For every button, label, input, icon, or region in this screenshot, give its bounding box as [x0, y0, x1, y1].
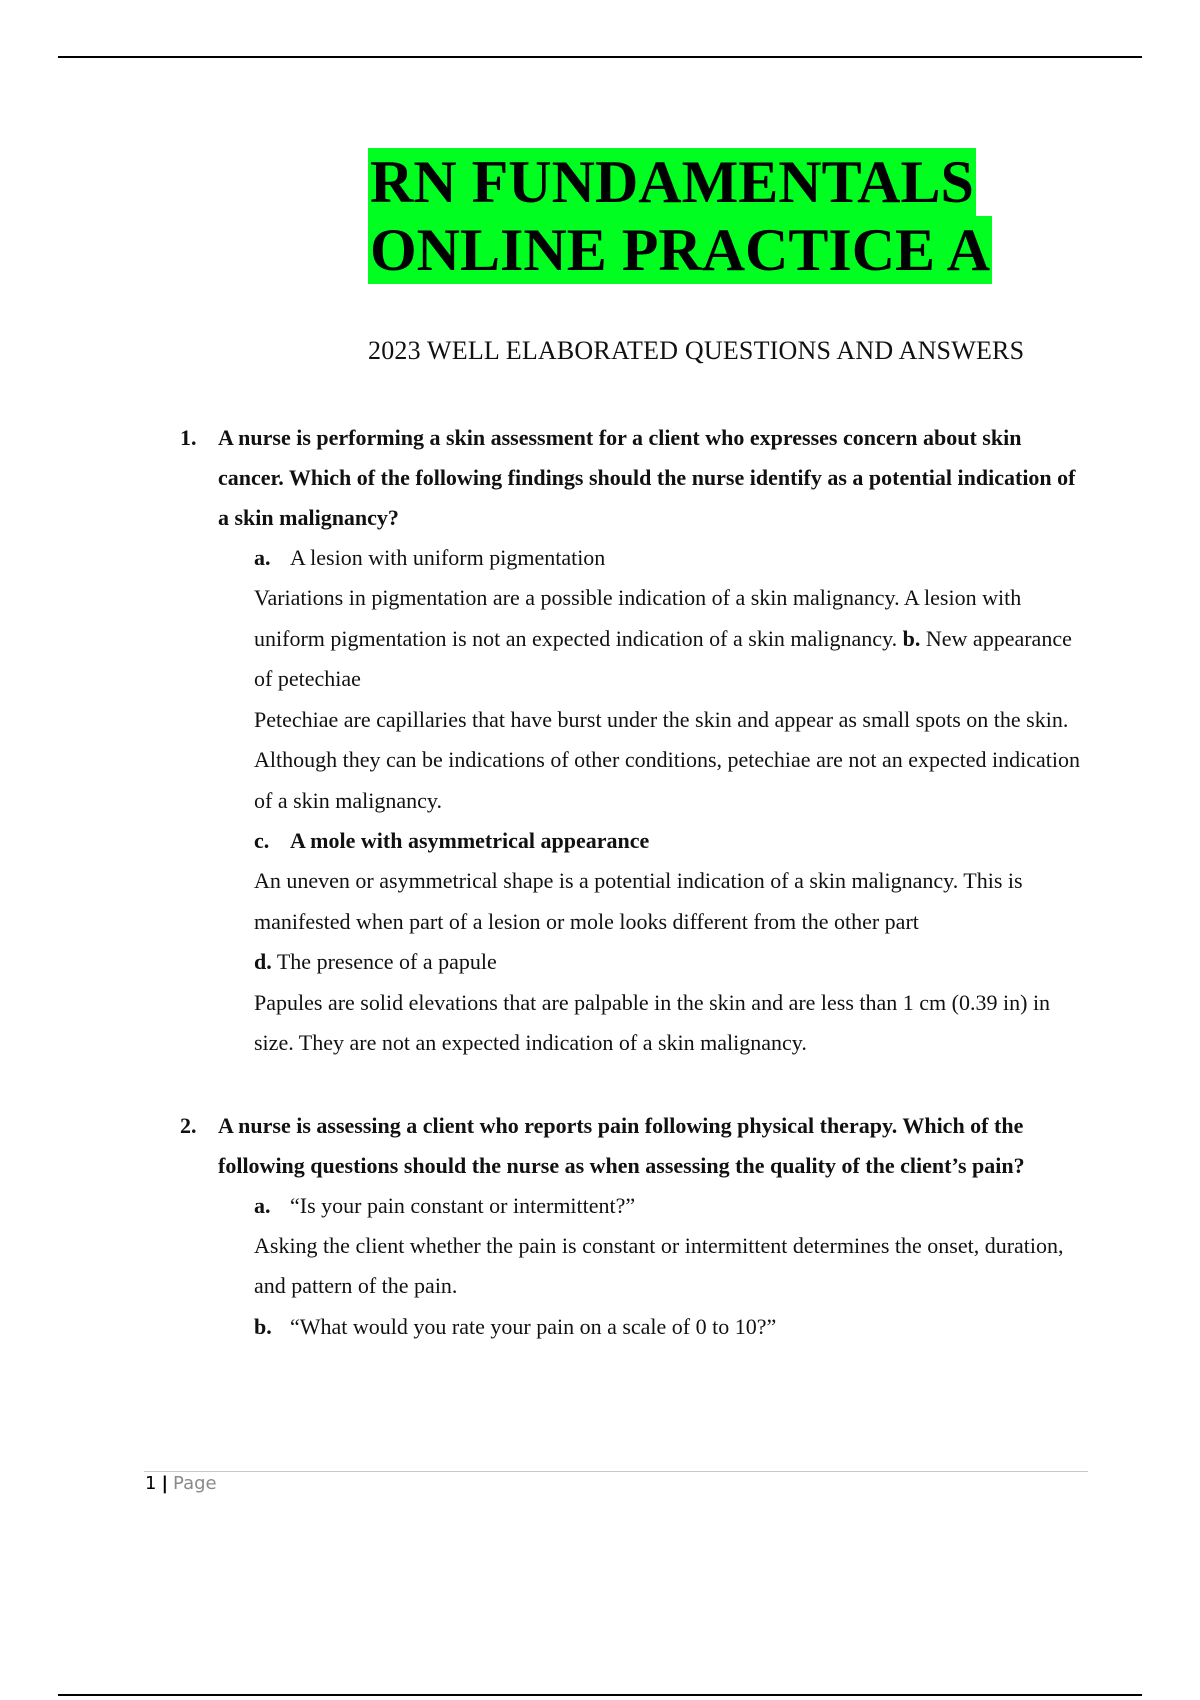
- option-text: New appearance of petechiae: [254, 625, 1072, 691]
- explanation-a: Asking the client whether the pain is constant or intermittent determines the onset, duration, and pattern of the pain.: [254, 1232, 1064, 1298]
- question-list: [180, 418, 1085, 1347]
- option-letter: c.: [254, 828, 270, 853]
- option-letter: b.: [254, 1313, 272, 1339]
- option-text: A mole with asymmetrical appearance: [290, 828, 650, 853]
- option-d: [254, 942, 1085, 983]
- option-letter: a.: [254, 1192, 271, 1218]
- question-1: [180, 418, 1085, 1064]
- footer-separator: |: [161, 1473, 169, 1494]
- option-b: [254, 1307, 1085, 1347]
- footer-rule: [144, 1471, 1088, 1472]
- explanation-text: Variations in pigmentation are a possible indication of a skin malignancy. A lesion with uniform pigmentation is not an expected indication of a skin malignancy.: [254, 585, 1022, 651]
- page-number: 1: [145, 1473, 157, 1494]
- question-2: [180, 1106, 1085, 1347]
- answer-options: [254, 538, 1085, 1064]
- option-a: [254, 1186, 1085, 1226]
- option-letter: a.: [254, 545, 271, 570]
- explanation-d: Papules are solid elevations that are palpable in the skin and are less than 1 cm (0.39 in) in size. They are not an expected indication of a skin malignancy.: [254, 989, 1051, 1055]
- title-line-2: ONLINE PRACTICE A: [370, 217, 991, 283]
- question-number: 2.: [180, 1112, 197, 1138]
- option-letter: b.: [902, 625, 921, 651]
- answer-options: [254, 1186, 1085, 1347]
- page-label: Page: [173, 1473, 217, 1494]
- document-title: [368, 148, 992, 284]
- option-text: “What would you rate your pain on a scale of 0 to 10?”: [290, 1313, 777, 1339]
- option-a: [254, 538, 1085, 578]
- option-text: The presence of a papule: [276, 949, 497, 974]
- question-text: A nurse is assessing a client who reports pain following physical therapy. Which of the following questions should the nurse as when assessing the quality of the client’s pain?: [218, 1112, 1025, 1178]
- document-subtitle: 2023 WELL ELABORATED QUESTIONS AND ANSWERS: [368, 336, 1025, 365]
- title-line-1: RN FUNDAMENTALS: [370, 149, 974, 215]
- question-stem: [180, 418, 1085, 538]
- explanation-c: An uneven or asymmetrical shape is a potential indication of a skin malignancy. This is manifested when part of a lesion or mole looks different from the other part: [254, 868, 1023, 934]
- page-footer: [145, 1472, 217, 1496]
- question-spacer: [180, 1064, 1085, 1106]
- question-number: 1.: [180, 425, 197, 450]
- explanation-a: [254, 578, 1085, 700]
- bottom-rule: [58, 1694, 1142, 1696]
- option-text: “Is your pain constant or intermittent?”: [290, 1192, 636, 1218]
- option-c: [254, 821, 1085, 861]
- option-text: A lesion with uniform pigmentation: [290, 545, 606, 570]
- question-text: A nurse is performing a skin assessment for a client who expresses concern about skin cancer. Which of the following findings should the nurse identify as a potential indication of a skin malignancy?: [218, 425, 1076, 530]
- question-stem: [180, 1106, 1085, 1186]
- explanation-b: Petechiae are capillaries that have burst under the skin and appear as small spots on the skin. Although they can be indications of other conditions, petechiae are not an expected indication of a skin malignancy.: [254, 706, 1080, 813]
- option-letter: d.: [254, 949, 272, 974]
- top-rule: [58, 56, 1142, 58]
